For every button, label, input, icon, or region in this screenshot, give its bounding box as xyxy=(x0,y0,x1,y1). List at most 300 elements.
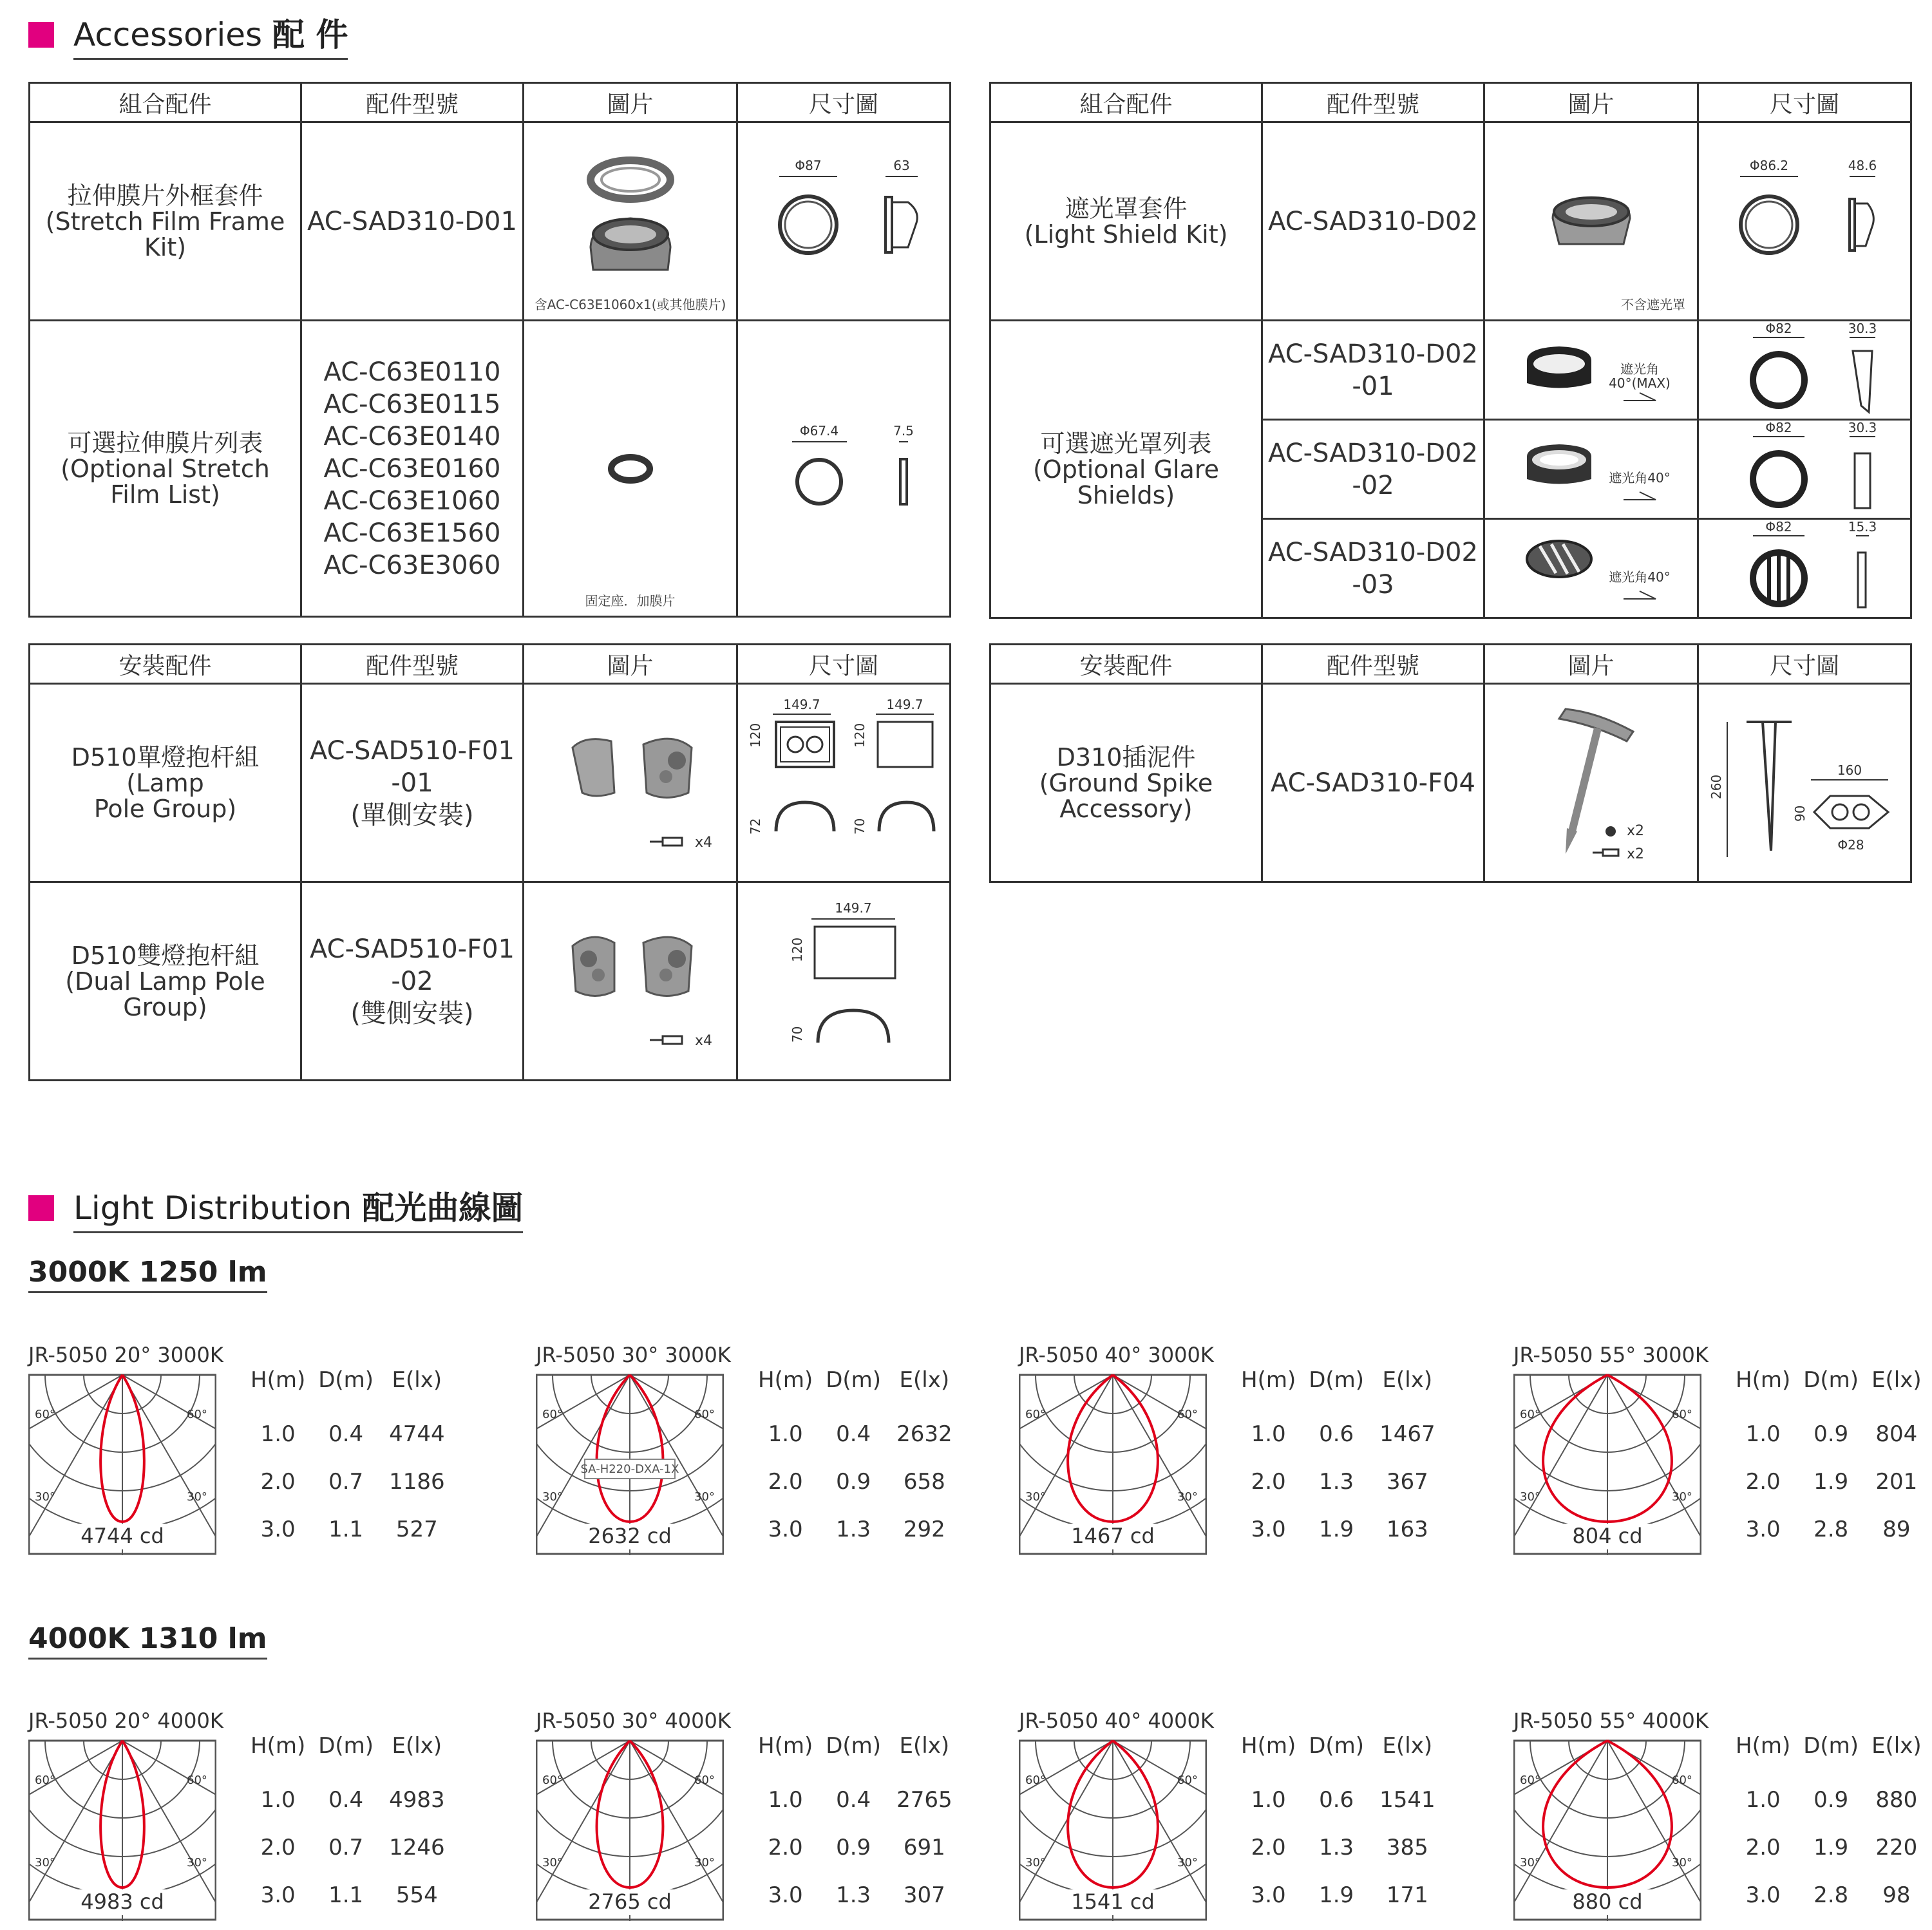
section-marker xyxy=(28,22,54,48)
peak-intensity-label: 880 cd xyxy=(1572,1889,1643,1914)
distribution-heading xyxy=(28,1182,523,1233)
film-model-0160: AC-C63E0160 xyxy=(323,453,501,484)
glare-01-picture xyxy=(1484,321,1698,420)
cell-h: 3.0 xyxy=(1745,1517,1781,1542)
cell-e: 691 xyxy=(903,1835,945,1860)
frame-kit-note: 含AC-C63E1060x1(或其他膜片) xyxy=(534,297,726,312)
cell-d: 1.1 xyxy=(328,1517,364,1542)
cell-h: 3.0 xyxy=(1745,1882,1781,1908)
spike-model: AC-SAD310-F04 xyxy=(1262,684,1484,882)
glare-03-picture xyxy=(1484,519,1698,618)
angle-label: 60° xyxy=(694,1408,715,1421)
angle-label: 30° xyxy=(1672,1856,1692,1869)
peak-intensity-label: 4983 cd xyxy=(80,1889,164,1914)
pole-dual-dim-h1: 120 xyxy=(790,937,805,962)
cell-e: 89 xyxy=(1882,1517,1911,1542)
cell-d: 0.9 xyxy=(1814,1421,1849,1447)
cell-e: 1541 xyxy=(1379,1787,1435,1813)
pole-single-dim-w1: 149.7 xyxy=(783,696,820,712)
col-header-picture: 圖片 xyxy=(524,83,737,122)
film-list-name-en-2: Film List) xyxy=(110,480,220,509)
glare-model-03-line1: AC-SAD310-D02 xyxy=(1268,537,1478,567)
glare-shield-02-image xyxy=(1495,428,1688,511)
cell-h: 2.0 xyxy=(1745,1835,1781,1860)
cell-e: 4744 xyxy=(389,1421,445,1447)
group-label-4000k: 4000K 1310 lm xyxy=(28,1622,267,1660)
curve-4000k-55 xyxy=(1513,1708,1932,1921)
cell-h: 2.0 xyxy=(260,1469,296,1495)
curve-title: JR-5050 20° 3000K xyxy=(28,1343,223,1367)
spike-name-2: (Ground Spike xyxy=(1039,768,1213,797)
glare-03-dim-height: 15.3 xyxy=(1848,520,1877,535)
angle-label: 30° xyxy=(694,1856,715,1869)
install-accessories-table-left xyxy=(28,643,951,1081)
cell-e: 171 xyxy=(1386,1882,1428,1908)
th-height: H(m) xyxy=(1736,1367,1791,1393)
polar-diagram xyxy=(1019,1737,1207,1921)
th-diameter: D(m) xyxy=(1309,1733,1365,1759)
pole-dual-model-3: (雙側安裝) xyxy=(350,998,474,1028)
section-marker xyxy=(28,1195,54,1221)
pole-single-dim-drawing xyxy=(741,696,947,870)
angle-label: 60° xyxy=(1177,1408,1198,1421)
curve-4000k-40 xyxy=(1019,1708,1482,1921)
film-ring-image xyxy=(585,437,676,501)
pole-single-dim-h3: 72 xyxy=(748,818,763,835)
col-header-model: 配件型號 xyxy=(1262,83,1484,122)
cell-d: 2.8 xyxy=(1814,1517,1849,1542)
angle-label: 60° xyxy=(542,1774,563,1787)
photometric-table xyxy=(752,1733,961,1930)
spike-dim-hole: Φ28 xyxy=(1837,837,1864,853)
cell-e: 880 xyxy=(1875,1787,1918,1813)
cell-d: 0.9 xyxy=(836,1835,871,1860)
angle-label: 30° xyxy=(35,1490,55,1504)
th-diameter: D(m) xyxy=(318,1733,374,1759)
film-list-dimension xyxy=(737,321,951,617)
frame-kit-dim-diameter: Φ87 xyxy=(795,157,822,173)
pole-dual-dim-h2: 70 xyxy=(790,1026,805,1043)
glare-01-label-2: 40°(MAX) xyxy=(1608,375,1671,391)
angle-label: 60° xyxy=(694,1774,715,1787)
accessories-title xyxy=(73,9,348,60)
glare-01-dim-drawing xyxy=(1708,322,1901,419)
combo-accessories-table-left xyxy=(28,82,951,618)
col-header-picture: 圖片 xyxy=(524,645,737,684)
film-model-3060: AC-C63E3060 xyxy=(323,550,501,580)
cell-h: 3.0 xyxy=(1251,1517,1286,1542)
curve-title: JR-5050 55° 4000K xyxy=(1513,1708,1709,1733)
cell-d: 0.7 xyxy=(328,1469,364,1495)
accessories-title-en: Accessories xyxy=(73,16,263,53)
glare-01-dimension xyxy=(1698,321,1911,420)
angle-label: 30° xyxy=(187,1856,207,1869)
frame-kit-name-cn: 拉伸膜片外框套件 xyxy=(67,181,263,210)
pole-dual-model-2: -02 xyxy=(391,966,433,996)
cell-h: 2.0 xyxy=(260,1835,296,1860)
glare-shield-03-image xyxy=(1495,527,1688,610)
frame-kit-dim-height: 63 xyxy=(893,157,910,173)
polar-diagram xyxy=(28,1372,216,1555)
polar-diagram xyxy=(536,1737,724,1921)
polar-diagram xyxy=(28,1737,216,1921)
film-list-name xyxy=(30,321,301,617)
cell-h: 2.0 xyxy=(1251,1835,1286,1860)
angle-label: 30° xyxy=(1520,1490,1540,1504)
glare-model-03 xyxy=(1262,519,1484,618)
spike-name-3: Accessory) xyxy=(1059,794,1193,823)
film-model-1560: AC-C63E1560 xyxy=(323,518,501,548)
peak-intensity-label: 1541 cd xyxy=(1071,1889,1155,1914)
shield-kit-name-cn: 遮光罩套件 xyxy=(1065,194,1188,223)
peak-intensity-label: 4744 cd xyxy=(80,1524,164,1548)
angle-label: 60° xyxy=(1177,1774,1198,1787)
pole-single-dim-h2: 120 xyxy=(852,723,867,748)
distribution-title-cn: 配光曲線圖 xyxy=(362,1189,524,1227)
cell-e: 2632 xyxy=(896,1421,952,1447)
angle-label: 60° xyxy=(1025,1774,1046,1787)
model-stamp: SA-H220-DXA-1X xyxy=(580,1462,679,1476)
pole-single-name xyxy=(30,684,301,882)
shield-kit-dimension xyxy=(1698,122,1911,321)
cell-d: 1.9 xyxy=(1814,1835,1849,1860)
cell-d: 1.3 xyxy=(1319,1835,1354,1860)
pole-single-model-3: (單側安裝) xyxy=(350,800,474,830)
angle-label: 30° xyxy=(1025,1490,1046,1504)
film-list-name-en-1: (Optional Stretch xyxy=(61,454,270,483)
shield-kit-dim-drawing xyxy=(1708,151,1901,292)
glare-02-dim-diameter: Φ82 xyxy=(1765,421,1792,435)
cell-h: 1.0 xyxy=(1745,1421,1781,1447)
glare-model-02-line2: -02 xyxy=(1352,470,1394,500)
angle-label: 60° xyxy=(187,1774,207,1787)
th-illuminance: E(lx) xyxy=(899,1367,950,1393)
cell-h: 1.0 xyxy=(1251,1787,1286,1813)
pole-single-dim-h1: 120 xyxy=(748,723,763,748)
shield-kit-dim-height: 48.6 xyxy=(1848,157,1877,173)
cell-e: 367 xyxy=(1386,1469,1428,1495)
angle-label: 60° xyxy=(1025,1408,1046,1421)
film-list-models xyxy=(301,321,524,617)
th-height: H(m) xyxy=(251,1733,306,1759)
pole-single-dim-w2: 149.7 xyxy=(886,696,923,712)
cell-h: 3.0 xyxy=(260,1882,296,1908)
frame-kit-dim-drawing xyxy=(747,151,940,292)
pole-dual-picture xyxy=(524,882,737,1081)
shield-kit-dim-diameter: Φ86.2 xyxy=(1749,157,1789,173)
angle-label: 30° xyxy=(1025,1856,1046,1869)
curve-title: JR-5050 55° 3000K xyxy=(1513,1343,1709,1367)
curve-3000k-20 xyxy=(28,1343,492,1555)
spike-name xyxy=(990,684,1262,882)
th-height: H(m) xyxy=(1736,1733,1791,1759)
angle-label: 60° xyxy=(1520,1408,1540,1421)
curve-title: JR-5050 30° 4000K xyxy=(536,1708,731,1733)
spike-picture xyxy=(1484,684,1698,882)
col-header-combo: 組合配件 xyxy=(990,83,1262,122)
cell-d: 1.9 xyxy=(1319,1517,1354,1542)
photometric-table xyxy=(244,1733,454,1930)
pole-single-name-1: D510單燈抱杆組 xyxy=(71,743,260,771)
angle-label: 30° xyxy=(1177,1856,1198,1869)
angle-label: 60° xyxy=(35,1774,55,1787)
cell-d: 1.9 xyxy=(1814,1469,1849,1495)
glare-model-02-line1: AC-SAD310-D02 xyxy=(1268,438,1478,468)
pole-single-dimension xyxy=(737,684,951,882)
spike-dim-height: 90 xyxy=(1792,805,1808,822)
col-header-dimensions: 尺寸圖 xyxy=(1698,83,1911,122)
frame-kit-name xyxy=(30,122,301,321)
cell-d: 1.3 xyxy=(1319,1469,1354,1495)
glare-model-02 xyxy=(1262,420,1484,519)
shield-kit-model: AC-SAD310-D02 xyxy=(1262,122,1484,321)
angle-label: 60° xyxy=(187,1408,207,1421)
cell-d: 1.3 xyxy=(836,1517,871,1542)
film-model-1060: AC-C63E1060 xyxy=(323,486,501,516)
cell-e: 98 xyxy=(1882,1882,1911,1908)
cell-e: 385 xyxy=(1386,1835,1428,1860)
peak-intensity-label: 2632 cd xyxy=(588,1524,672,1548)
th-height: H(m) xyxy=(1241,1733,1296,1759)
glare-list-name xyxy=(990,321,1262,618)
angle-label: 60° xyxy=(542,1408,563,1421)
pole-dual-name xyxy=(30,882,301,1081)
pole-dual-name-3: Group) xyxy=(123,992,207,1021)
photometric-table xyxy=(752,1367,961,1564)
shield-kit-note: 不含遮光罩 xyxy=(1621,297,1685,312)
spike-dimension xyxy=(1698,684,1911,882)
th-diameter: D(m) xyxy=(318,1367,374,1393)
pole-dual-model-1: AC-SAD510-F01 xyxy=(309,934,515,964)
accessories-heading xyxy=(28,9,348,60)
glare-model-01-line2: -01 xyxy=(1352,371,1394,401)
glare-shield-01-image xyxy=(1495,328,1688,412)
cell-e: 1186 xyxy=(389,1469,445,1495)
frame-kit-image xyxy=(566,151,695,292)
cell-h: 1.0 xyxy=(768,1421,803,1447)
th-illuminance: E(lx) xyxy=(1871,1733,1922,1759)
spike-dim-length: 260 xyxy=(1709,774,1724,799)
install-accessories-table-right xyxy=(989,643,1912,883)
cell-d: 0.9 xyxy=(1814,1787,1849,1813)
pole-dual-dimension xyxy=(737,882,951,1081)
glare-01-dim-height: 30.3 xyxy=(1848,321,1877,336)
cell-h: 1.0 xyxy=(260,1787,296,1813)
cell-e: 527 xyxy=(395,1517,438,1542)
cell-d: 0.4 xyxy=(836,1787,871,1813)
th-illuminance: E(lx) xyxy=(1382,1367,1433,1393)
cell-h: 2.0 xyxy=(768,1469,803,1495)
cell-e: 1467 xyxy=(1379,1421,1435,1447)
pole-dual-name-1: D510雙燈抱杆組 xyxy=(71,941,260,970)
shield-kit-name xyxy=(990,122,1262,321)
film-dim-thickness: 7.5 xyxy=(893,423,914,439)
curve-3000k-30 xyxy=(536,1343,999,1555)
frame-kit-model: AC-SAD310-D01 xyxy=(301,122,524,321)
pole-dual-qty: x4 xyxy=(694,1032,712,1049)
col-header-dimensions: 尺寸圖 xyxy=(737,645,951,684)
cell-h: 2.0 xyxy=(1251,1469,1286,1495)
pole-single-picture xyxy=(524,684,737,882)
film-list-note: 固定座．加膜片 xyxy=(585,593,676,609)
th-illuminance: E(lx) xyxy=(392,1367,442,1393)
angle-label: 60° xyxy=(1672,1408,1692,1421)
cell-e: 2765 xyxy=(896,1787,952,1813)
cell-e: 201 xyxy=(1875,1469,1918,1495)
cell-h: 1.0 xyxy=(260,1421,296,1447)
film-model-0115: AC-C63E0115 xyxy=(323,389,501,419)
spike-dim-drawing xyxy=(1701,696,1908,870)
angle-label: 30° xyxy=(1672,1490,1692,1504)
polar-diagram xyxy=(1513,1372,1701,1555)
pole-single-dim-h4: 70 xyxy=(852,818,867,835)
cell-e: 163 xyxy=(1386,1517,1428,1542)
glare-01-dim-diameter: Φ82 xyxy=(1765,321,1792,336)
photometric-table xyxy=(1235,1733,1444,1930)
cell-h: 1.0 xyxy=(768,1787,803,1813)
cell-d: 0.4 xyxy=(328,1787,364,1813)
film-model-0140: AC-C63E0140 xyxy=(323,421,501,451)
pole-dual-image xyxy=(534,894,727,1068)
curve-title: JR-5050 40° 3000K xyxy=(1019,1343,1214,1367)
polar-diagram xyxy=(1019,1372,1207,1555)
pole-single-name-2: (Lamp xyxy=(126,768,204,797)
th-diameter: D(m) xyxy=(1309,1367,1365,1393)
cell-e: 1246 xyxy=(389,1835,445,1860)
glare-02-label: 遮光角40° xyxy=(1608,469,1671,486)
peak-intensity-label: 1467 cd xyxy=(1071,1524,1155,1548)
th-height: H(m) xyxy=(251,1367,306,1393)
glare-03-dimension xyxy=(1698,519,1911,618)
col-header-dimensions: 尺寸圖 xyxy=(737,83,951,122)
cell-h: 2.0 xyxy=(1745,1469,1781,1495)
th-diameter: D(m) xyxy=(1803,1733,1859,1759)
th-diameter: D(m) xyxy=(1803,1367,1859,1393)
angle-label: 30° xyxy=(542,1490,563,1504)
film-list-picture xyxy=(524,321,737,617)
col-header-install: 安裝配件 xyxy=(30,645,301,684)
glare-list-name-en-1: (Optional Glare xyxy=(1032,455,1220,484)
cell-e: 4983 xyxy=(389,1787,445,1813)
photometric-table xyxy=(1729,1733,1928,1930)
shield-kit-image xyxy=(1527,167,1656,276)
group-label-3000k: 3000K 1250 lm xyxy=(28,1256,267,1293)
angle-label: 30° xyxy=(694,1490,715,1504)
glare-model-01-line1: AC-SAD310-D02 xyxy=(1268,339,1478,369)
angle-label: 30° xyxy=(1520,1856,1540,1869)
photometric-table xyxy=(1235,1367,1444,1564)
accessories-title-cn: 配 件 xyxy=(272,16,348,53)
glare-model-01 xyxy=(1262,321,1484,420)
cell-d: 0.6 xyxy=(1319,1787,1354,1813)
glare-model-03-line2: -03 xyxy=(1352,569,1394,600)
frame-kit-picture xyxy=(524,122,737,321)
th-height: H(m) xyxy=(758,1733,813,1759)
glare-02-picture xyxy=(1484,420,1698,519)
cell-d: 0.4 xyxy=(328,1421,364,1447)
cell-e: 554 xyxy=(395,1882,438,1908)
col-header-combo: 組合配件 xyxy=(30,83,301,122)
glare-list-name-en-2: Shields) xyxy=(1077,480,1175,509)
pole-dual-model xyxy=(301,882,524,1081)
cell-h: 3.0 xyxy=(1251,1882,1286,1908)
pole-single-name-3: Pole Group) xyxy=(93,794,237,823)
th-illuminance: E(lx) xyxy=(899,1733,950,1759)
cell-d: 1.9 xyxy=(1319,1882,1354,1908)
pole-single-model xyxy=(301,684,524,882)
pole-single-model-1: AC-SAD510-F01 xyxy=(309,735,515,766)
cell-h: 3.0 xyxy=(768,1882,803,1908)
col-header-model: 配件型號 xyxy=(1262,645,1484,684)
pole-single-image xyxy=(534,696,727,870)
polar-diagram xyxy=(1513,1737,1701,1921)
curve-3000k-40 xyxy=(1019,1343,1482,1555)
curve-title: JR-5050 40° 4000K xyxy=(1019,1708,1214,1733)
angle-label: 30° xyxy=(187,1490,207,1504)
curve-4000k-30 xyxy=(536,1708,999,1921)
col-header-model: 配件型號 xyxy=(301,83,524,122)
cell-d: 0.4 xyxy=(836,1421,871,1447)
glare-01-label-1: 遮光角 xyxy=(1620,361,1659,377)
angle-label: 30° xyxy=(542,1856,563,1869)
cell-e: 658 xyxy=(903,1469,945,1495)
cell-h: 2.0 xyxy=(768,1835,803,1860)
glare-03-dim-diameter: Φ82 xyxy=(1765,520,1792,535)
angle-label: 30° xyxy=(1177,1490,1198,1504)
cell-d: 0.7 xyxy=(328,1835,364,1860)
cell-h: 3.0 xyxy=(768,1517,803,1542)
glare-list-name-cn: 可選遮光罩列表 xyxy=(1040,429,1212,458)
cell-e: 804 xyxy=(1875,1421,1918,1447)
distribution-title-en: Light Distribution xyxy=(73,1189,352,1227)
curve-title: JR-5050 30° 3000K xyxy=(536,1343,731,1367)
pole-single-qty: x4 xyxy=(694,834,712,851)
combo-accessories-table-right xyxy=(989,82,1912,619)
angle-label: 60° xyxy=(1520,1774,1540,1787)
curve-3000k-55 xyxy=(1513,1343,1932,1555)
angle-label: 60° xyxy=(1672,1774,1692,1787)
pole-single-model-2: -01 xyxy=(391,768,433,798)
cell-d: 1.3 xyxy=(836,1882,871,1908)
cell-d: 0.9 xyxy=(836,1469,871,1495)
polar-diagram xyxy=(536,1372,724,1555)
shield-kit-picture xyxy=(1484,122,1698,321)
frame-kit-dimension xyxy=(737,122,951,321)
curve-title: JR-5050 20° 4000K xyxy=(28,1708,223,1733)
distribution-title xyxy=(73,1182,523,1233)
col-header-install: 安裝配件 xyxy=(990,645,1262,684)
spike-name-1: D310插泥件 xyxy=(1056,743,1196,771)
pole-dual-dim-w: 149.7 xyxy=(835,900,872,916)
th-illuminance: E(lx) xyxy=(1871,1367,1922,1393)
col-header-dimensions: 尺寸圖 xyxy=(1698,645,1911,684)
glare-02-dimension xyxy=(1698,420,1911,519)
th-height: H(m) xyxy=(1241,1367,1296,1393)
cell-d: 2.8 xyxy=(1814,1882,1849,1908)
col-header-picture: 圖片 xyxy=(1484,83,1698,122)
cell-e: 220 xyxy=(1875,1835,1918,1860)
cell-e: 292 xyxy=(903,1517,945,1542)
spike-qty-1: x2 xyxy=(1626,822,1644,839)
film-list-name-cn: 可選拉伸膜片列表 xyxy=(67,428,263,457)
col-header-model: 配件型號 xyxy=(301,645,524,684)
spike-dim-width: 160 xyxy=(1837,762,1862,778)
photometric-table xyxy=(1729,1367,1928,1564)
col-header-picture: 圖片 xyxy=(1484,645,1698,684)
shield-kit-name-en: (Light Shield Kit) xyxy=(1024,220,1228,249)
glare-02-dim-height: 30.3 xyxy=(1848,421,1877,435)
peak-intensity-label: 804 cd xyxy=(1572,1524,1643,1548)
